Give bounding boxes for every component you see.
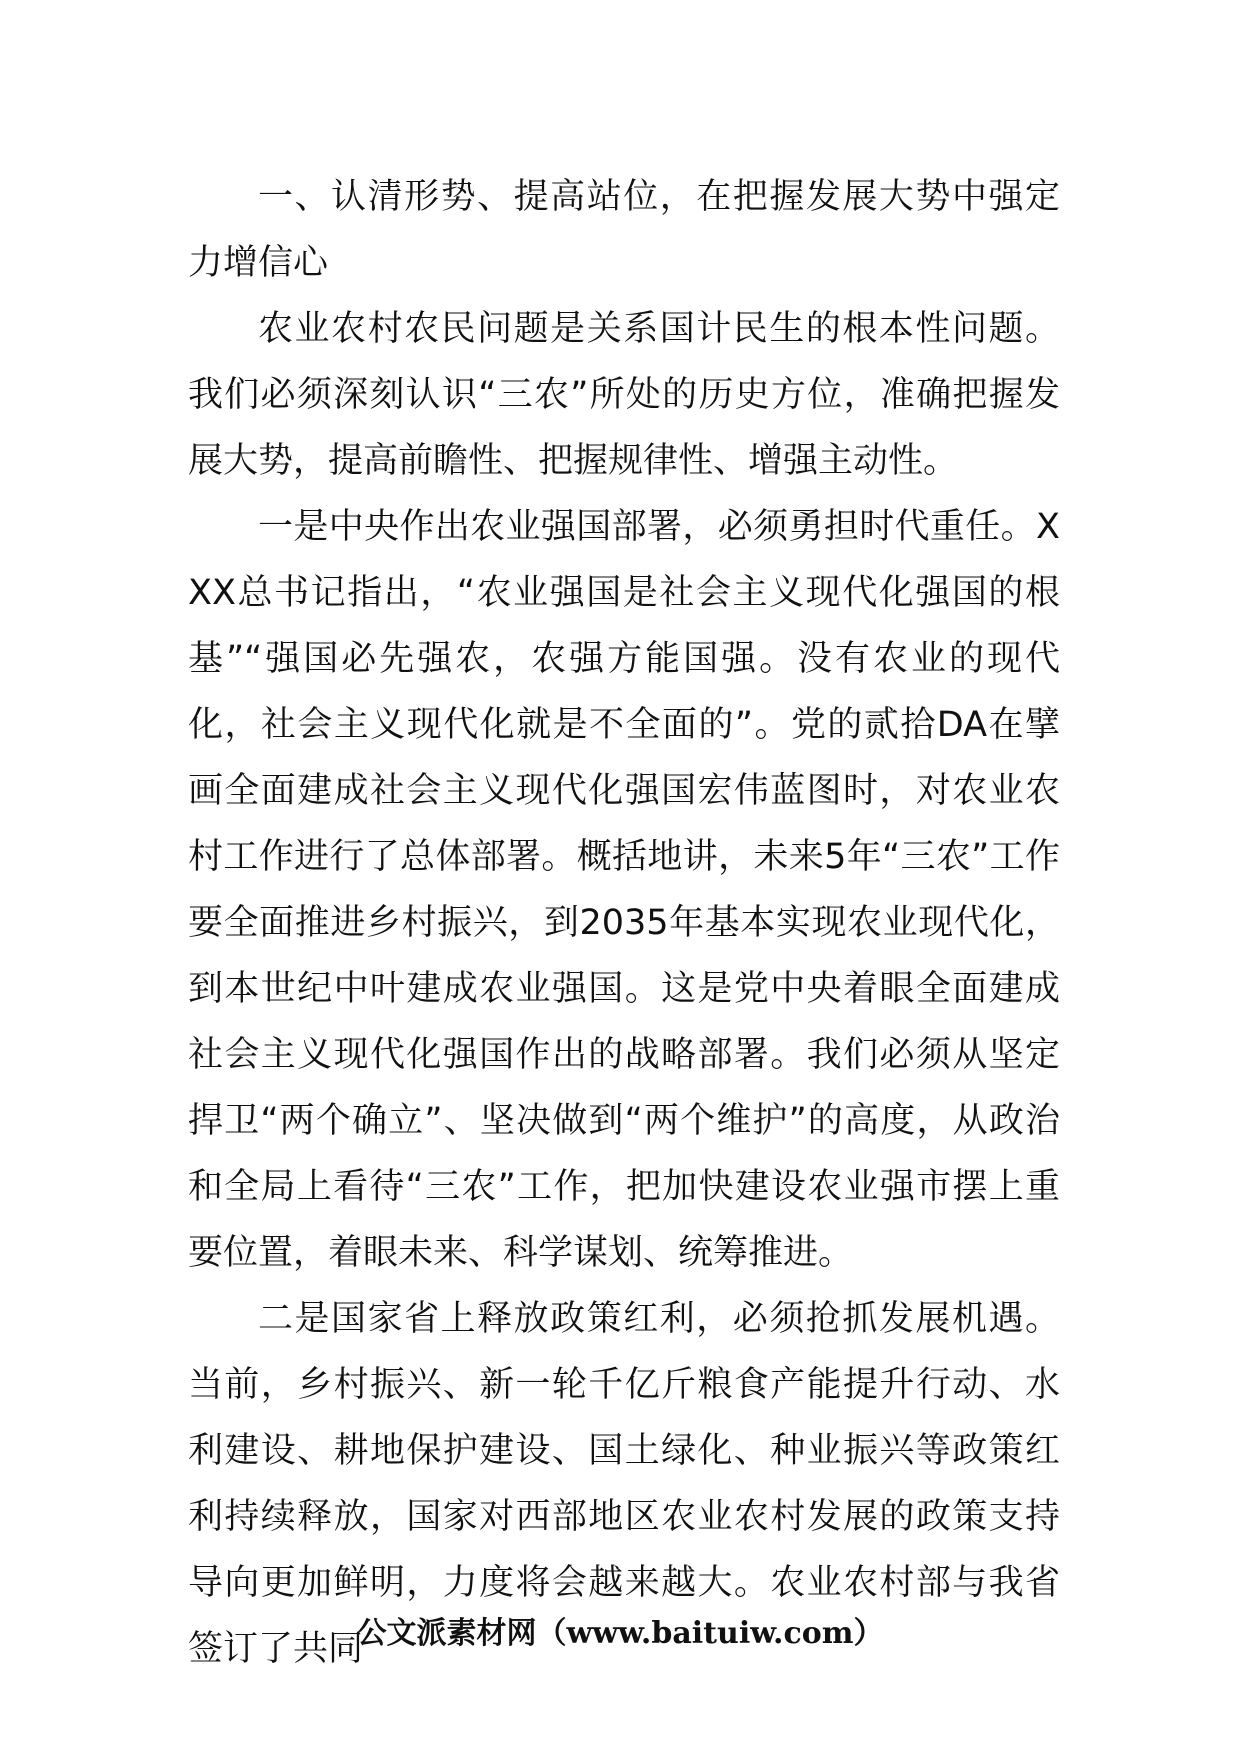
footer-watermark: 公文派素材网（www.baituiw.com）	[356, 1616, 884, 1651]
paragraph-intro: 农业农村农民问题是关系国计民生的根本性问题。我们必须深刻认识“三农”所处的历史方位，准确把握发展大势，提高前瞻性、把握规律性、增强主动性。	[188, 309, 1060, 481]
section-heading: 一、认清形势、提高站位，在把握发展大势中强定力增信心	[188, 177, 1060, 283]
document-body	[188, 164, 1060, 1682]
paragraph-point-one: 一是中央作出农业强国部署，必须勇担时代重任。XXX总书记指出，“农业强国是社会主义现代化强国的根基”“强国必先强农，农强方能国强。没有农业的现代化，社会主义现代化就是不全面的”。党的贰拾DA在擘画全面建成社会主义现代化强国宏伟蓝图时，对农业农村工作进行了总体部署。概括地讲，未来5年“三农”工作要全面推进乡村振兴，到2035年基本实现农业现代化，到本世纪中叶建成农业强国。这是党中央着眼全面建成社会主义现代化强国作出的战略部署。我们必须从坚定捍卫“两个确立”、坚决做到“两个维护”的高度，从政治和全局上看待“三农”工作，把加快建设农业强市摆上重要位置，着眼未来、科学谋划、统筹推进。	[188, 507, 1061, 1273]
paragraph-point-two: 二是国家省上释放政策红利，必须抢抓发展机遇。当前，乡村振兴、新一轮千亿斤粮食产能提升行动、水利建设、耕地保护建设、国土绿化、种业振兴等政策红利持续释放，国家对西部地区农业农村发展的政策支持导向更加鲜明，力度将会越来越大。农业农村部与我省签订了共同	[188, 1299, 1060, 1669]
